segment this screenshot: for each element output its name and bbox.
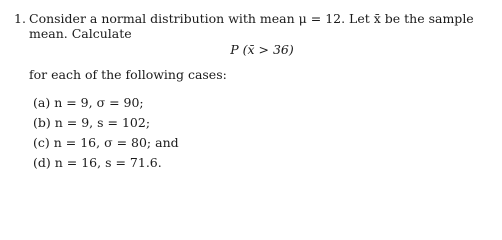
case-label: (a) xyxy=(33,95,51,110)
case-label: (c) xyxy=(33,135,50,150)
case-item xyxy=(33,137,179,150)
case-text: n = 9, σ = 90; xyxy=(54,95,144,110)
case-text: n = 9, s = 102; xyxy=(54,115,151,130)
problem-number: 1. xyxy=(14,11,26,26)
problem-intro-line2: mean. Calculate xyxy=(29,26,132,41)
case-label: (d) xyxy=(33,155,51,170)
case-text: n = 16, s = 71.6. xyxy=(54,155,162,170)
problem-intro-line1: Consider a normal distribution with mean μ = 12. Let x̄ be the sample xyxy=(29,11,474,26)
formula-text: P (x̄ > 36) xyxy=(230,42,294,57)
case-text: n = 16, σ = 80; and xyxy=(53,135,179,150)
case-item xyxy=(33,97,144,110)
case-item xyxy=(33,157,162,170)
case-item xyxy=(33,117,150,130)
cases-intro: for each of the following cases: xyxy=(29,67,227,82)
case-label: (b) xyxy=(33,115,51,130)
probability-formula xyxy=(0,44,502,57)
